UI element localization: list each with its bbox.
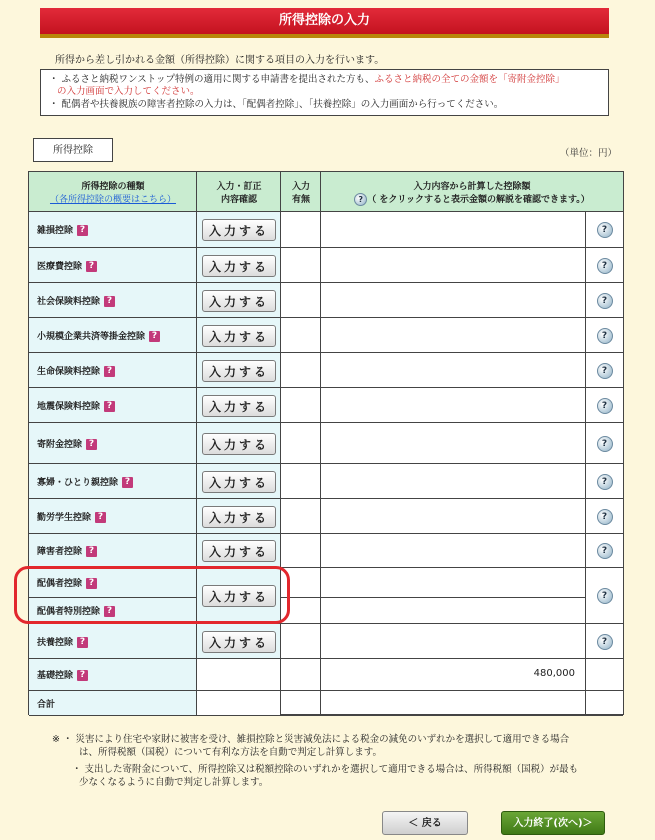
deduction-label-text: 合計 [37,699,56,710]
input-button-cell [197,499,281,534]
footer-note-1-line-1: ※ ・ 災害により住宅や家財に被害を受け、雑損控除と災害減免法による税金の減免のいずれかを選択して適用できる場合 [52,734,570,745]
input-button-cell [197,318,281,353]
deduction-row-label [37,697,55,710]
input-status-cell [281,691,321,716]
title-underline [40,34,609,38]
header-status-label-2: 有無 [291,195,310,205]
question-icon[interactable]: ? [104,366,115,377]
input-button[interactable]: 入力する [202,360,276,382]
input-status-cell [281,388,321,423]
question-icon[interactable]: ? [104,401,115,412]
next-button[interactable]: 入力終了(次へ)＞ [501,811,605,835]
header-type-label: 所得控除の種類 [81,182,145,192]
question-icon[interactable]: ? [104,606,115,617]
input-button-cell [197,534,281,568]
input-button-cell [197,283,281,318]
deduction-row-label-cell [29,659,197,691]
notice-box [40,69,609,116]
help-cell [586,691,623,716]
amount-cell [321,624,586,659]
footer-notes [52,733,612,789]
question-icon[interactable]: ? [149,331,160,342]
input-button-cell [197,624,281,659]
help-cell [586,388,623,423]
amount-cell [321,248,586,283]
deduction-label-text: 寄附金控除 [37,439,83,450]
question-icon[interactable]: ? [122,477,133,488]
deduction-label-text: 配偶者特別控除 [37,607,101,617]
input-button[interactable]: 入力する [202,255,276,277]
deduction-row-label [37,475,133,488]
input-button-cell [197,388,281,423]
deduction-label-text: 雑損控除 [37,226,74,236]
help-cell [586,499,623,534]
question-icon[interactable]: ? [95,512,106,523]
help-icon[interactable]: ? [597,363,613,379]
deduction-row-label [37,329,160,342]
amount-cell [321,659,586,691]
deduction-label-text: 基礎控除 [37,671,74,681]
input-button-cell [197,659,281,691]
input-button-cell [197,423,281,464]
question-icon[interactable]: ? [104,296,115,307]
deduction-row-label [37,437,97,450]
deduction-label-text: 小規模企業共済等掛金控除 [37,331,146,342]
deduction-label-text: 地震保険料控除 [37,401,101,412]
help-icon[interactable]: ? [597,222,613,238]
help-icon[interactable]: ? [597,398,613,414]
help-cell [586,212,623,248]
header-status-label-1: 入力 [291,182,310,192]
notice-line-1-emphasis: ふるさと納税の全ての金額を「寄附金控除」 [374,74,565,85]
amount-cell [321,423,586,464]
amount-cell [321,212,586,248]
help-cell [586,248,623,283]
question-icon[interactable]: ? [86,578,97,589]
deduction-row-label-cell [29,534,197,568]
amount-cell [321,691,586,716]
help-cell [586,568,623,624]
deduction-label-text: 社会保険料控除 [37,296,101,307]
header-amount-label-1: 入力内容から計算した控除額 [413,182,531,192]
amount-cell [321,388,586,423]
input-button[interactable]: 入力する [202,585,276,607]
help-icon[interactable]: ? [597,588,613,604]
notice-line-1 [49,74,564,86]
help-icon[interactable]: ? [597,258,613,274]
question-icon[interactable]: ? [86,439,97,450]
deduction-row-label [37,294,115,307]
deduction-row-label [37,544,97,557]
input-status-cell [281,212,321,248]
help-icon: ? [354,193,367,206]
header-input-label-2: 内容確認 [220,195,257,205]
input-status-cell [281,283,321,318]
notice-line-2: ・ 配偶者や扶養親族の障害者控除の入力は、「配偶者控除」、「扶養控除」の入力画面から行ってください。 [49,99,504,110]
question-icon[interactable]: ? [86,261,97,272]
deduction-row-label-cell [29,499,197,534]
help-icon[interactable]: ? [597,293,613,309]
question-icon[interactable]: ? [77,225,88,236]
input-button[interactable]: 入力する [202,506,276,528]
header-input-cell [197,172,281,212]
header-amount-label-2: （ をクリックすると表示金額の解説を確認できます。） [367,195,590,205]
input-button[interactable]: 入力する [202,290,276,312]
header-amount-label-2-wrap [321,192,623,206]
input-button-cell [197,353,281,388]
amount-cell [321,534,586,568]
help-icon[interactable]: ? [597,509,613,525]
input-status-cell [281,624,321,659]
deduction-row-label [37,635,88,648]
deduction-row-label-cell [29,248,197,283]
help-icon[interactable]: ? [597,634,613,650]
deduction-row-label [37,364,115,377]
input-button[interactable]: 入力する [202,540,276,562]
back-button[interactable]: ＜ 戻る [382,811,468,835]
deduction-row-label [37,259,97,272]
input-status-cell [281,423,321,464]
deduction-table [28,171,624,715]
amount-value: 480,000 [533,668,575,679]
input-button-cell [197,464,281,499]
input-status-cell [281,499,321,534]
deduction-row-label-cell [29,691,197,716]
amount-cell [321,499,586,534]
page-title: 所得控除の入力 [40,8,609,34]
help-cell [586,318,623,353]
deduction-row-label-cell [29,318,197,353]
deduction-row-label-cell [29,423,197,464]
deduction-row-label-cell [29,388,197,423]
help-cell [586,659,623,691]
help-icon[interactable]: ? [597,328,613,344]
deduction-label-text: 障害者控除 [37,547,83,557]
input-button[interactable]: 入力する [202,395,276,417]
header-type-cell [29,172,197,212]
header-amount-cell [321,172,623,212]
input-status-cell [281,464,321,499]
section-tab: 所得控除 [33,138,113,162]
deduction-label-text: 寡婦・ひとり親控除 [37,477,119,488]
spouse-highlight-annotation [14,566,290,624]
footer-note-1-line-2: は、所得税額（国税）について有利な方法を自動で判定し計算します。 [79,747,383,758]
unit-label: （単位：円） [560,148,618,159]
question-icon[interactable]: ? [77,670,88,681]
input-status-cell [281,248,321,283]
deduction-label-text: 生命保険料控除 [37,366,101,377]
help-icon[interactable]: ? [597,474,613,490]
help-icon[interactable]: ? [597,543,613,559]
intro-text: 所得から差し引かれる金額（所得控除）に関する項目の入力を行います。 [55,55,385,66]
deduction-label-text: 勤労学生控除 [37,512,92,523]
deduction-row-label-cell [29,212,197,248]
question-icon[interactable]: ? [86,546,97,557]
deduction-label-text: 扶養控除 [37,637,74,648]
amount-cell [321,598,586,624]
help-cell [586,353,623,388]
help-icon[interactable]: ? [597,436,613,452]
amount-cell [321,353,586,388]
footer-note-2-line-1: ・ 支出した寄附金について、所得控除又は税額控除のいずれかを選択して適用できる場合は、所得税額（国税）が最も [72,764,579,775]
amount-cell [321,568,586,598]
help-cell [586,283,623,318]
input-button[interactable]: 入力する [202,631,276,653]
header-input-label-1: 入力・訂正 [216,182,262,192]
header-status-cell [281,172,321,212]
input-status-cell [281,534,321,568]
deduction-row-label-cell [29,283,197,318]
deduction-row-label-cell [29,353,197,388]
question-icon[interactable]: ? [77,637,88,648]
deduction-label-text: 医療費控除 [37,261,83,272]
deduction-row-label [37,510,106,523]
input-button-cell [197,212,281,248]
help-cell [586,534,623,568]
deduction-overview-link[interactable]: （各所得控除の概要はこちら） [49,195,176,205]
notice-line-1-cont: の入力画面で入力してください。 [57,86,200,97]
footer-note-2-line-2: 少なくなるように自動で判定し計算します。 [79,777,269,788]
input-button[interactable]: 入力する [202,325,276,347]
input-status-cell [281,353,321,388]
amount-cell [321,283,586,318]
help-cell [586,423,623,464]
amount-cell [321,464,586,499]
input-button-cell [197,691,281,716]
input-status-cell [281,318,321,353]
amount-cell [321,318,586,353]
notice-line-1-text: ・ ふるさと納税ワンストップ特例の適用に関する申請書を提出された方も、 [49,74,375,85]
input-button[interactable]: 入力する [202,471,276,493]
deduction-row-label [37,668,88,681]
input-button[interactable]: 入力する [202,433,276,455]
deduction-label-text: 配偶者控除 [37,579,83,589]
input-button[interactable]: 入力する [202,219,276,241]
deduction-row-label [37,223,88,236]
help-cell [586,624,623,659]
help-cell [586,464,623,499]
deduction-row-label-cell [29,464,197,499]
deduction-row-label-cell [29,624,197,659]
deduction-row-label [37,399,115,412]
input-button-cell [197,248,281,283]
input-status-cell [281,659,321,691]
